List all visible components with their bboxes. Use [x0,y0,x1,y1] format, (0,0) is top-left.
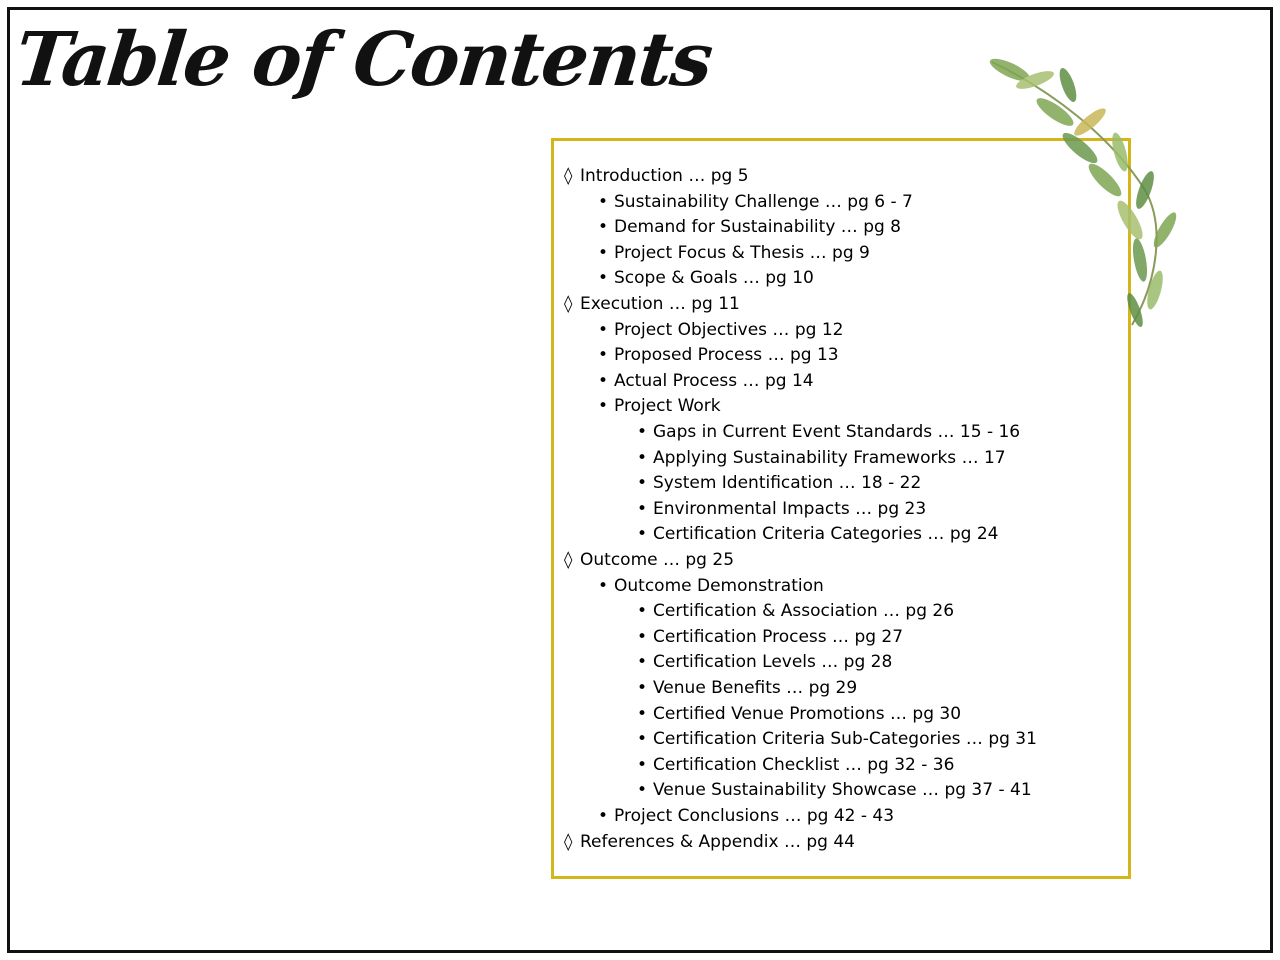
toc-item-label: Project Work [614,396,721,417]
toc-item-level-2 [598,394,721,418]
toc-item-label: Project Objectives … pg 12 [614,319,844,340]
bullet-icon: • [637,780,648,801]
bullet-icon: • [637,601,648,622]
toc-item-level-2 [598,190,913,214]
bullet-icon: • [637,447,648,468]
toc-item-level-2 [598,266,814,290]
toc-item-label: Venue Benefits … pg 29 [653,678,858,698]
toc-item-label: Certified Venue Promotions … pg 30 [653,703,962,724]
toc-item-level-2 [598,574,824,598]
toc-item-level-2 [598,318,843,342]
toc-item-label: Project Focus & Thesis … pg 9 [614,242,870,263]
toc-item-level-2 [598,343,839,367]
bullet-icon: • [598,396,609,417]
toc-item-level-3 [637,471,921,495]
bullet-icon: • [637,524,648,545]
toc-item-level-3 [637,522,998,546]
toc-item-level-1 [564,548,734,572]
bullet-icon: • [637,754,648,775]
toc-item-level-3 [637,446,1006,470]
toc-item-level-2 [598,804,894,828]
toc-item-label: Certification Process … pg 27 [653,626,904,647]
toc-item-label: Certification Checklist … pg 32 - 36 [653,754,955,775]
bullet-icon: • [598,217,609,238]
page-title: Table of Contents [11,17,716,103]
toc-item-level-3 [637,497,926,521]
toc-item-label: Demand for Sustainability … pg 8 [614,217,901,238]
diamond-icon: ◊ [564,166,573,186]
toc-item-label: Applying Sustainability Frameworks … 17 [653,447,1006,468]
bullet-icon: • [637,678,648,698]
diamond-icon: ◊ [564,550,573,570]
toc-item-level-2 [598,215,901,239]
toc-item-label: Project Conclusions … pg 42 - 43 [614,806,895,826]
bullet-icon: • [637,473,648,494]
toc-item-label: Execution … pg 11 [580,294,740,314]
toc-item-label: Venue Sustainability Showcase … pg 37 - 41 [653,780,1032,801]
toc-item-label: References & Appendix … pg 44 [580,831,855,852]
toc-item-label: Proposed Process … pg 13 [614,345,839,366]
toc-item-label: Environmental Impacts … pg 23 [653,498,927,519]
bullet-icon: • [598,370,609,391]
diamond-icon: ◊ [564,831,573,852]
toc-item-level-1 [564,164,749,188]
toc-item-level-3 [637,676,857,700]
toc-item-level-2 [598,241,870,265]
toc-item-level-3 [637,420,1020,444]
toc-item-level-3 [637,727,1037,751]
toc-item-level-3 [637,625,903,649]
toc-item-label: Certification & Association … pg 26 [653,601,955,622]
bullet-icon: • [637,703,648,724]
toc-item-level-3 [637,650,892,674]
toc-item-level-3 [637,753,954,777]
toc-item-label: Certification Levels … pg 28 [653,652,893,673]
toc-item-label: Scope & Goals … pg 10 [614,268,814,289]
bullet-icon: • [637,422,648,442]
toc-item-label: Outcome … pg 25 [580,550,735,570]
toc-item-label: Actual Process … pg 14 [614,370,814,391]
toc-item-level-2 [598,369,814,393]
bullet-icon: • [637,498,648,519]
toc-item-label: Introduction … pg 5 [580,166,749,186]
toc-item-level-3 [637,702,961,726]
bullet-icon: • [598,575,609,596]
toc-item-level-1 [564,292,740,316]
bullet-icon: • [637,652,648,673]
toc-item-label: Certification Criteria Categories … pg 24 [653,524,999,545]
bullet-icon: • [598,191,609,212]
bullet-icon: • [598,242,609,263]
bullet-icon: • [637,626,648,647]
toc-item-level-3 [637,778,1032,802]
toc-item-label: Outcome Demonstration [614,575,824,596]
bullet-icon: • [598,268,609,289]
bullet-icon: • [598,345,609,366]
bullet-icon: • [598,319,609,340]
toc-item-label: Sustainability Challenge … pg 6 - 7 [614,191,913,212]
diamond-icon: ◊ [564,294,573,314]
toc-item-level-1 [564,830,855,854]
bullet-icon: • [637,729,648,750]
toc-item-label: Gaps in Current Event Standards … 15 - 16 [653,422,1021,442]
bullet-icon: • [598,806,609,826]
toc-item-label: System Identification … 18 - 22 [653,473,922,494]
toc-item-label: Certification Criteria Sub-Categories … pg 31 [653,729,1037,750]
toc-item-level-3 [637,599,954,623]
